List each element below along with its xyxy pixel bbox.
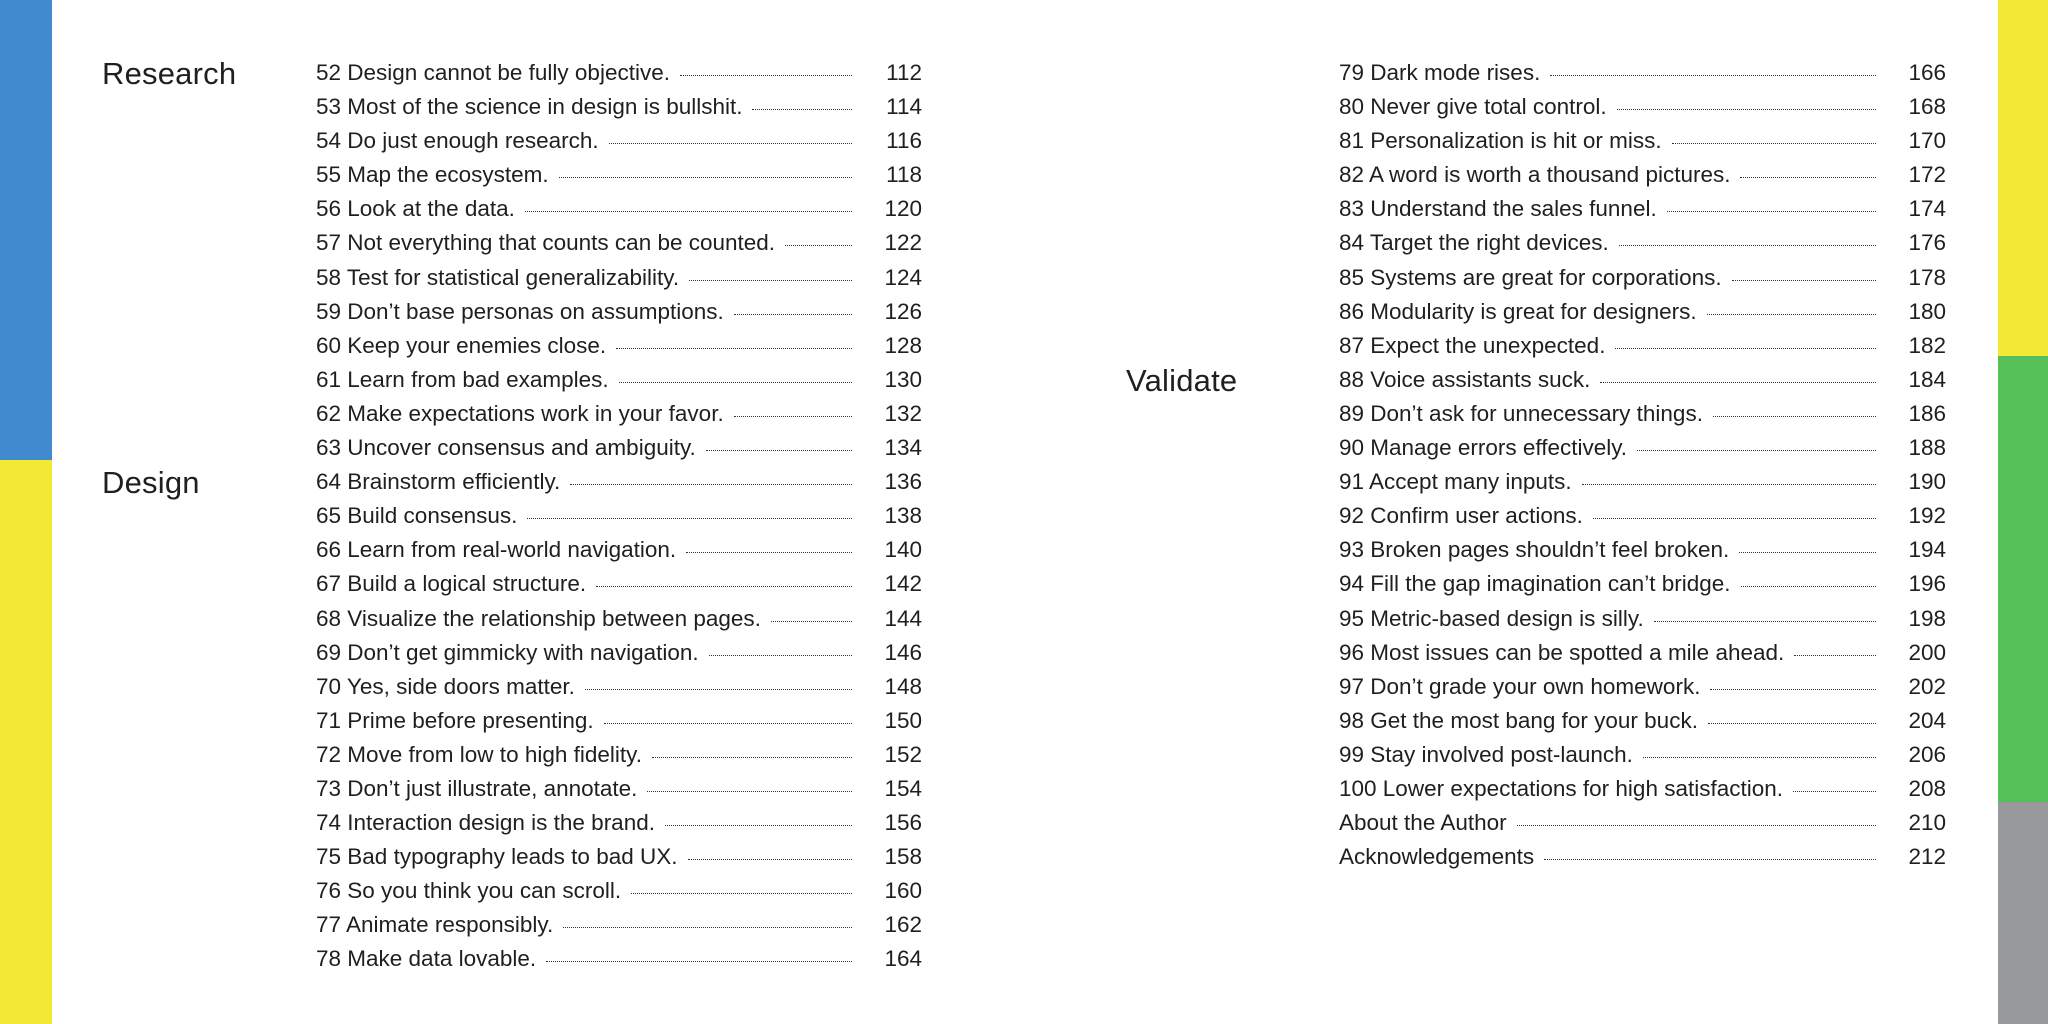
toc-entry[interactable]	[1339, 640, 1946, 674]
toc-entry-page-number: 178	[1908, 264, 1946, 290]
dot-leader	[1637, 450, 1876, 451]
dot-leader	[1741, 586, 1877, 587]
toc-entry[interactable]	[316, 878, 922, 912]
toc-entry-page-number: 150	[884, 707, 922, 733]
toc-entry-title: 66 Learn from real-world navigation.	[316, 537, 677, 563]
toc-entry[interactable]	[316, 469, 922, 503]
dot-leader	[1793, 791, 1876, 792]
table-of-contents-left	[316, 60, 922, 981]
toc-entry-page-number: 118	[886, 162, 922, 188]
toc-entry-page-number: 174	[1908, 196, 1946, 222]
toc-entry-page-number: 164	[884, 946, 922, 972]
dot-leader	[706, 450, 852, 451]
toc-entry-title: 88 Voice assistants suck.	[1339, 366, 1591, 392]
table-of-contents-right	[1339, 60, 1946, 878]
toc-entry[interactable]	[1339, 94, 1946, 128]
dot-leader	[1708, 723, 1876, 724]
dot-leader	[585, 689, 852, 690]
toc-entry[interactable]	[1339, 333, 1946, 367]
dot-leader	[686, 552, 852, 553]
toc-entry-page-number: 198	[1908, 605, 1946, 631]
toc-entry-page-number: 204	[1908, 707, 1946, 733]
toc-entry-page-number: 154	[884, 775, 922, 801]
toc-entry[interactable]	[316, 742, 922, 776]
toc-entry-page-number: 182	[1908, 332, 1946, 358]
toc-entry[interactable]	[316, 606, 922, 640]
toc-entry-page-number: 176	[1908, 230, 1946, 256]
toc-entry-page-number: 148	[884, 673, 922, 699]
dot-leader	[616, 348, 852, 349]
toc-entry[interactable]	[316, 435, 922, 469]
toc-entry[interactable]	[1339, 469, 1946, 503]
toc-entry-title: 70 Yes, side doors matter.	[316, 673, 575, 699]
toc-entry-page-number: 180	[1908, 298, 1946, 324]
toc-entry[interactable]	[316, 196, 922, 230]
toc-entry-title: 52 Design cannot be fully objective.	[316, 60, 670, 85]
toc-entry[interactable]	[316, 708, 922, 742]
toc-entry-title: 99 Stay involved post-launch.	[1339, 741, 1633, 767]
toc-entry-title: 76 So you think you can scroll.	[316, 878, 622, 904]
toc-entry[interactable]	[316, 640, 922, 674]
toc-entry[interactable]	[1339, 367, 1946, 401]
toc-entry-title: 75 Bad typography leads to bad UX.	[316, 844, 678, 870]
toc-entry-page-number: 190	[1908, 469, 1946, 495]
toc-entry[interactable]	[1339, 503, 1946, 537]
right-color-stripe-green	[1998, 356, 2048, 802]
dot-leader	[1732, 280, 1876, 281]
toc-entry-title: 94 Fill the gap imagination can’t bridge.	[1339, 571, 1731, 597]
toc-entry[interactable]	[316, 537, 922, 571]
dot-leader	[609, 143, 852, 144]
dot-leader	[525, 211, 852, 212]
toc-entry[interactable]	[316, 60, 922, 94]
toc-entry-title: 62 Make expectations work in your favor.	[316, 400, 724, 426]
dot-leader	[752, 109, 852, 110]
dot-leader	[1619, 245, 1876, 246]
dot-leader	[631, 893, 852, 894]
toc-entry-page-number: 116	[886, 128, 922, 154]
toc-entry-title: 96 Most issues can be spotted a mile ahead.	[1339, 639, 1785, 665]
toc-entry[interactable]	[1339, 708, 1946, 742]
toc-entry-page-number: 208	[1908, 775, 1946, 801]
dot-leader	[1707, 314, 1876, 315]
toc-entry-title: 73 Don’t just illustrate, annotate.	[316, 775, 638, 801]
toc-entry[interactable]	[1339, 128, 1946, 162]
dot-leader	[570, 484, 852, 485]
toc-entry[interactable]	[316, 299, 922, 333]
dot-leader	[688, 859, 853, 860]
dot-leader	[785, 245, 852, 246]
dot-leader	[680, 75, 852, 76]
dot-leader	[1713, 416, 1876, 417]
toc-entry-page-number: 188	[1908, 435, 1946, 461]
dot-leader	[771, 621, 852, 622]
toc-entry-title: 74 Interaction design is the brand.	[316, 810, 655, 836]
toc-entry[interactable]	[316, 674, 922, 708]
toc-entry-page-number: 128	[884, 332, 922, 358]
toc-entry[interactable]	[316, 367, 922, 401]
toc-entry[interactable]	[316, 94, 922, 128]
toc-entry[interactable]	[316, 946, 922, 980]
toc-entry-page-number: 114	[886, 94, 922, 120]
toc-entry-page-number: 206	[1908, 741, 1946, 767]
toc-entry-page-number: 184	[1908, 366, 1946, 392]
toc-entry-title: 85 Systems are great for corporations.	[1339, 264, 1722, 290]
toc-entry-page-number: 124	[884, 264, 922, 290]
toc-entry-title: Acknowledgements	[1339, 844, 1535, 870]
toc-entry-title: 100 Lower expectations for high satisfaction.	[1339, 775, 1784, 801]
toc-entry[interactable]	[1339, 674, 1946, 708]
toc-entry[interactable]	[1339, 299, 1946, 333]
toc-entry-page-number: 152	[884, 741, 922, 767]
toc-entry[interactable]	[1339, 162, 1946, 196]
section-heading-research: Research	[102, 56, 237, 91]
toc-entry[interactable]	[316, 776, 922, 810]
toc-entry-title: 63 Uncover consensus and ambiguity.	[316, 435, 696, 461]
toc-entry-page-number: 144	[884, 605, 922, 631]
toc-entry-title: 84 Target the right devices.	[1339, 230, 1609, 256]
toc-entry-page-number: 120	[884, 196, 922, 222]
toc-entry-title: 97 Don’t grade your own homework.	[1339, 673, 1701, 699]
toc-entry-page-number: 112	[886, 60, 922, 85]
dot-leader	[1710, 689, 1876, 690]
toc-entry-page-number: 138	[884, 503, 922, 529]
toc-entry-title: 53 Most of the science in design is bullshit.	[316, 94, 743, 120]
dot-leader	[1593, 518, 1876, 519]
toc-entry[interactable]	[316, 162, 922, 196]
dot-leader	[1615, 348, 1876, 349]
dot-leader	[689, 280, 852, 281]
toc-entry-title: 93 Broken pages shouldn’t feel broken.	[1339, 537, 1730, 563]
toc-entry-page-number: 194	[1908, 537, 1946, 563]
dot-leader	[1740, 177, 1876, 178]
dot-leader	[1550, 75, 1876, 76]
toc-entry[interactable]	[1339, 844, 1946, 878]
dot-leader	[604, 723, 852, 724]
toc-entry[interactable]	[1339, 606, 1946, 640]
toc-entry-title: 65 Build consensus.	[316, 503, 518, 529]
toc-entry[interactable]	[316, 503, 922, 537]
dot-leader	[734, 416, 852, 417]
toc-entry-title: 79 Dark mode rises.	[1339, 60, 1541, 85]
toc-entry[interactable]	[316, 333, 922, 367]
toc-entry-page-number: 134	[884, 435, 922, 461]
toc-entry[interactable]	[1339, 196, 1946, 230]
dot-leader	[1672, 143, 1876, 144]
left-color-stripe-blue	[0, 0, 52, 460]
toc-entry-title: 90 Manage errors effectively.	[1339, 435, 1628, 461]
toc-entry-page-number: 210	[1908, 810, 1946, 836]
toc-entry-page-number: 158	[884, 844, 922, 870]
toc-entry[interactable]	[316, 571, 922, 605]
dot-leader	[1517, 825, 1876, 826]
toc-entry-title: 78 Make data lovable.	[316, 946, 537, 972]
toc-entry-title: 89 Don’t ask for unnecessary things.	[1339, 400, 1703, 426]
toc-entry-page-number: 126	[884, 298, 922, 324]
toc-entry[interactable]	[1339, 265, 1946, 299]
section-heading-validate: Validate	[1126, 363, 1238, 398]
toc-entry-title: 67 Build a logical structure.	[316, 571, 587, 597]
toc-entry-title: 72 Move from low to high fidelity.	[316, 741, 642, 767]
toc-entry-title: 60 Keep your enemies close.	[316, 332, 607, 358]
dot-leader	[1739, 552, 1876, 553]
toc-entry-page-number: 132	[884, 400, 922, 426]
toc-entry-title: 56 Look at the data.	[316, 196, 515, 222]
toc-entry-title: 82 A word is worth a thousand pictures.	[1339, 162, 1731, 188]
toc-entry-title: 87 Expect the unexpected.	[1339, 332, 1606, 358]
toc-entry[interactable]	[316, 401, 922, 435]
dot-leader	[559, 177, 852, 178]
dot-leader	[527, 518, 852, 519]
right-color-stripe-yellow	[1998, 0, 2048, 356]
toc-entry[interactable]	[1339, 571, 1946, 605]
toc-entry-title: 69 Don’t get gimmicky with navigation.	[316, 639, 699, 665]
toc-entry-title: 59 Don’t base personas on assumptions.	[316, 298, 724, 324]
toc-entry-title: 77 Animate responsibly.	[316, 912, 554, 938]
toc-entry[interactable]	[316, 128, 922, 162]
toc-entry-title: 98 Get the most bang for your buck.	[1339, 707, 1698, 733]
toc-entry[interactable]	[1339, 537, 1946, 571]
toc-entry-page-number: 200	[1908, 639, 1946, 665]
toc-entry-page-number: 146	[884, 639, 922, 665]
toc-entry[interactable]	[316, 265, 922, 299]
dot-leader	[1643, 757, 1876, 758]
toc-entry-title: 86 Modularity is great for designers.	[1339, 298, 1697, 324]
toc-entry[interactable]	[316, 810, 922, 844]
dot-leader	[1582, 484, 1876, 485]
toc-entry-page-number: 136	[884, 469, 922, 495]
toc-entry-page-number: 212	[1908, 844, 1946, 870]
dot-leader	[1667, 211, 1876, 212]
section-heading-design: Design	[102, 465, 200, 500]
toc-entry-title: 54 Do just enough research.	[316, 128, 599, 154]
toc-entry-page-number: 170	[1908, 128, 1946, 154]
toc-entry[interactable]	[1339, 401, 1946, 435]
toc-entry-title: 61 Learn from bad examples.	[316, 366, 609, 392]
toc-entry-title: 55 Map the ecosystem.	[316, 162, 549, 188]
toc-entry-page-number: 172	[1908, 162, 1946, 188]
toc-entry-page-number: 122	[884, 230, 922, 256]
toc-entry-page-number: 162	[884, 912, 922, 938]
left-color-stripe-yellow	[0, 460, 52, 1024]
dot-leader	[1654, 621, 1876, 622]
dot-leader	[1794, 655, 1876, 656]
toc-entry-title: 81 Personalization is hit or miss.	[1339, 128, 1662, 154]
dot-leader	[1544, 859, 1876, 860]
dot-leader	[734, 314, 852, 315]
toc-entry-page-number: 130	[884, 366, 922, 392]
toc-entry-page-number: 196	[1908, 571, 1946, 597]
toc-entry[interactable]	[1339, 435, 1946, 469]
dot-leader	[596, 586, 852, 587]
dot-leader	[563, 927, 852, 928]
toc-entry[interactable]	[316, 912, 922, 946]
right-color-stripe-gray	[1998, 802, 2048, 1024]
dot-leader	[647, 791, 852, 792]
toc-entry-title: 71 Prime before presenting.	[316, 707, 594, 733]
toc-entry-page-number: 202	[1908, 673, 1946, 699]
toc-entry[interactable]	[1339, 776, 1946, 810]
toc-entry-title: 80 Never give total control.	[1339, 94, 1607, 120]
dot-leader	[546, 961, 852, 962]
dot-leader	[619, 382, 852, 383]
toc-entry-title: 83 Understand the sales funnel.	[1339, 196, 1657, 222]
dot-leader	[652, 757, 852, 758]
toc-entry[interactable]	[1339, 60, 1946, 94]
dot-leader	[1617, 109, 1876, 110]
toc-entry-title: 68 Visualize the relationship between pages.	[316, 605, 761, 631]
dot-leader	[665, 825, 852, 826]
toc-entry-page-number: 166	[1908, 60, 1946, 85]
toc-entry-page-number: 186	[1908, 400, 1946, 426]
toc-entry-page-number: 142	[884, 571, 922, 597]
dot-leader	[709, 655, 852, 656]
toc-entry-title: 91 Accept many inputs.	[1339, 469, 1572, 495]
toc-entry[interactable]	[1339, 230, 1946, 264]
toc-entry-page-number: 168	[1908, 94, 1946, 120]
toc-entry-page-number: 160	[884, 878, 922, 904]
toc-entry-title: 58 Test for statistical generalizability.	[316, 264, 680, 290]
toc-entry-page-number: 156	[884, 810, 922, 836]
toc-entry-title: 64 Brainstorm efficiently.	[316, 469, 561, 495]
toc-entry-page-number: 192	[1908, 503, 1946, 529]
toc-entry[interactable]	[316, 230, 922, 264]
toc-entry-title: About the Author	[1339, 810, 1507, 836]
toc-entry-title: 95 Metric-based design is silly.	[1339, 605, 1644, 631]
toc-entry[interactable]	[316, 844, 922, 878]
toc-entry[interactable]	[1339, 810, 1946, 844]
toc-entry-page-number: 140	[884, 537, 922, 563]
toc-entry[interactable]	[1339, 742, 1946, 776]
dot-leader	[1600, 382, 1876, 383]
toc-entry-title: 57 Not everything that counts can be counted.	[316, 230, 776, 256]
toc-entry-title: 92 Confirm user actions.	[1339, 503, 1583, 529]
